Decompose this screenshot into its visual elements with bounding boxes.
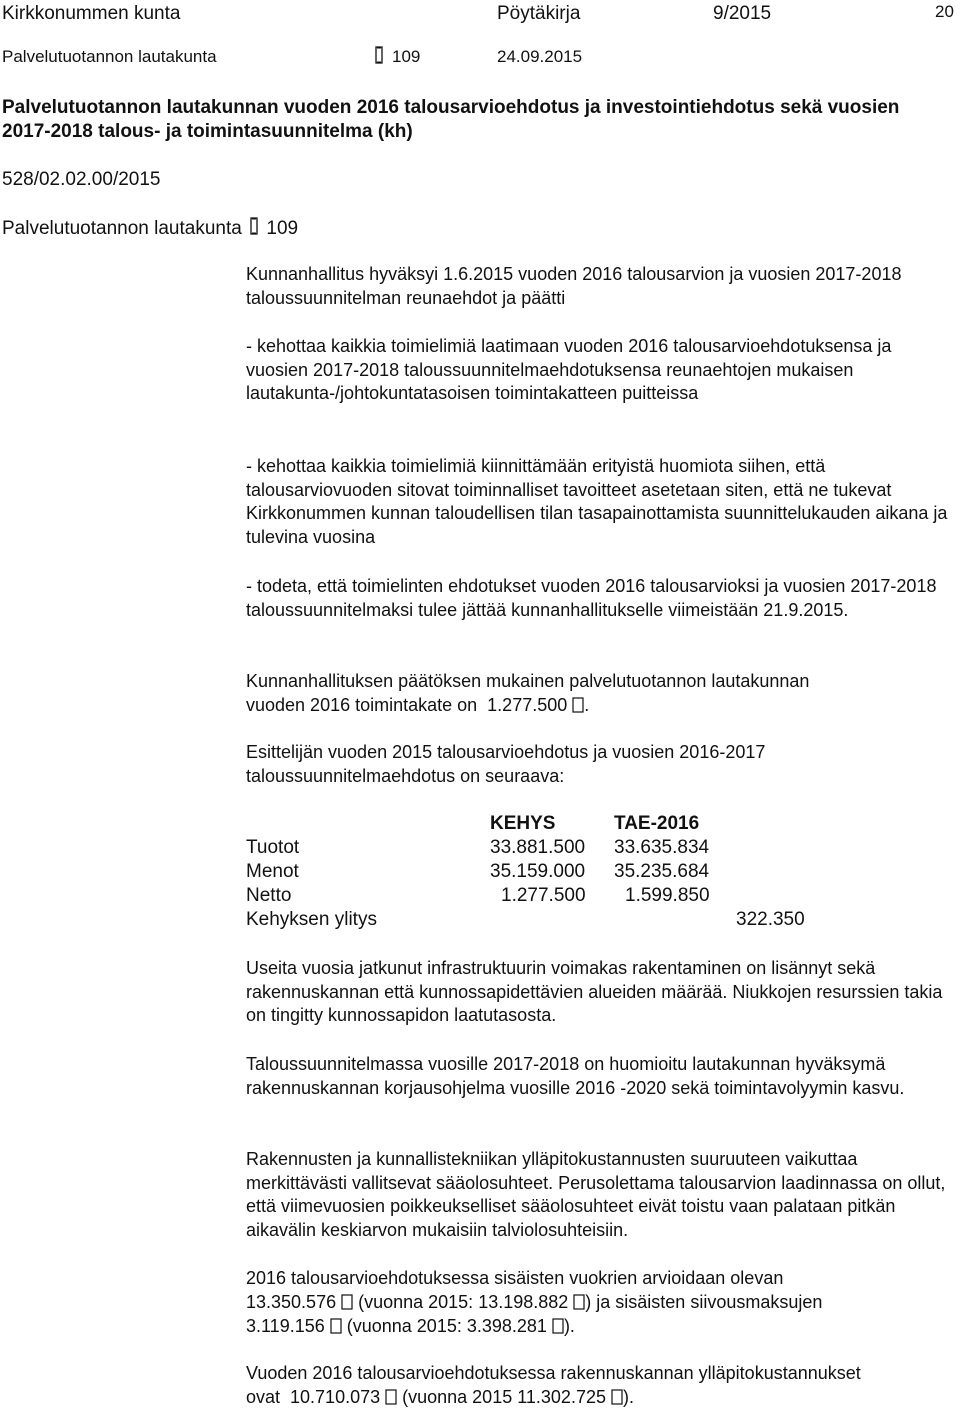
item-number: 109	[392, 47, 421, 66]
euro-symbol-icon	[330, 1317, 342, 1341]
euro-symbol-icon	[385, 1388, 397, 1412]
column-header-kehys: KEHYS	[490, 813, 556, 834]
cell-tae: 35.235.684	[614, 861, 710, 882]
row-label: Tuotot	[246, 837, 300, 858]
paragraph: Kunnanhallitus hyväksyi 1.6.2015 vuoden 2016 talousarvion ja vuosien 2017-2018 taloussuunnitelman reunaehdot ja päätti	[246, 264, 902, 308]
paragraph: Esittelijän vuoden 2015 talousarvioehdotus ja vuosien 2016-2017 taloussuunnitelmaehdotus on seuraava:	[246, 742, 766, 786]
row-label: Netto	[246, 885, 292, 906]
document-type: Pöytäkirja	[497, 3, 581, 24]
phone-icon	[247, 216, 261, 242]
phone-icon	[372, 45, 386, 70]
euro-symbol-icon	[573, 1293, 585, 1317]
cell-kehys: 35.159.000	[490, 861, 586, 882]
paragraph: - kehottaa kaikkia toimielimiä laatimaan vuoden 2016 talousarvioehdotuksensa ja vuosien 2017-2018 taloussuunnitelmaehdotuksensa reunaehtojen mukaisen lautakunta-/johtokuntatasoisen toimintakatteen puitteissa	[246, 336, 892, 404]
cell-kehys: 1.277.500	[501, 885, 586, 906]
paragraph: - todeta, että toimielinten ehdotukset vuoden 2016 talousarvioksi ja vuosien 2017-2018 taloussuunnitelmaksi tulee jättää kunnanhallitukselle viimeistään 21.9.2015.	[246, 576, 937, 620]
paragraph: - kehottaa kaikkia toimielimiä kiinnittämään erityistä huomiota siihen, että talousarviovuoden sitovat toiminnalliset tavoitteet asetetaan siten, että ne tukevat Kirkkonummen kunnan taloudellisen tilan tasapainottamista suunnittelukauden aikana ja tulevina vuosina	[246, 456, 948, 547]
euro-symbol-icon	[552, 1317, 564, 1341]
paragraph: 3.119.156 (vuonna 2015: 3.398.281 ).	[246, 1315, 575, 1341]
euro-symbol-icon	[611, 1388, 623, 1412]
board-line	[2, 216, 298, 242]
column-header-tae: TAE-2016	[614, 813, 700, 834]
item-title: Palvelutuotannon lautakunnan vuoden 2016 talousarvioehdotus ja investointiehdotus sekä vuosien 2017-2018 talous- ja toimintasuunnitelma (kh)	[2, 97, 900, 142]
euro-symbol-icon	[572, 696, 584, 720]
board-number: 109	[266, 218, 299, 239]
item-reference: 528/02.02.00/2015	[2, 169, 161, 190]
meeting-date: 24.09.2015	[497, 47, 583, 66]
page-number: 20	[935, 2, 954, 21]
paragraph: 2016 talousarvioehdotuksessa sisäisten vuokrien arvioidaan olevan	[246, 1268, 784, 1288]
cell-extra: 322.350	[736, 909, 805, 930]
paragraph: vuoden 2016 toimintakate on 1.277.500 .	[246, 694, 589, 720]
paragraph: Kunnanhallituksen päätöksen mukainen palvelutuotannon lautakunnan	[246, 671, 810, 691]
paragraph: Vuoden 2016 talousarvioehdotuksessa rakennuskannan ylläpitokustannukset	[246, 1363, 861, 1383]
committee-name: Palvelutuotannon lautakunta	[2, 47, 217, 66]
cell-tae: 1.599.850	[625, 885, 710, 906]
board-label: Palvelutuotannon lautakunta	[2, 218, 242, 239]
municipality-name: Kirkkonummen kunta	[2, 3, 181, 24]
paragraph: Rakennusten ja kunnallistekniikan ylläpitokustannusten suuruuteen vaikuttaa merkittävästi vallitsevat sääolosuhteet. Perusolettama talousarvion laadinnassa on ollut, että viimevuosien poikkeukselliset sääolosuhteet eivät toistu vaan palataan pitkän aikavälin keskiarvon mukaisiin talviolosuhteisiin.	[246, 1149, 946, 1240]
paragraph: Useita vuosia jatkunut infrastruktuurin voimakas rakentaminen on lisännyt sekä rakennuskannan että kunnossapidettävien alueiden määrää. Niukkojen resurssien takia on tingitty kunnossapidon laatutasosta.	[246, 958, 943, 1026]
paragraph: Taloussuunnitelmassa vuosille 2017-2018 on huomioitu lautakunnan hyväksymä rakennuskannan korjausohjelma vuosille 2016 -2020 sekä toimintavolyymin kasvu.	[246, 1054, 905, 1098]
cell-tae: 33.635.834	[614, 837, 710, 858]
row-label: Menot	[246, 861, 299, 882]
paragraph: ovat 10.710.073 (vuonna 2015 11.302.725 ).	[246, 1386, 634, 1412]
cell-kehys: 33.881.500	[490, 837, 586, 858]
document-number: 9/2015	[713, 3, 772, 24]
euro-symbol-icon	[341, 1293, 353, 1317]
row-label: Kehyksen ylitys	[246, 909, 377, 930]
paragraph: 13.350.576 (vuonna 2015: 13.198.882 ) ja sisäisten siivousmaksujen	[246, 1291, 822, 1317]
